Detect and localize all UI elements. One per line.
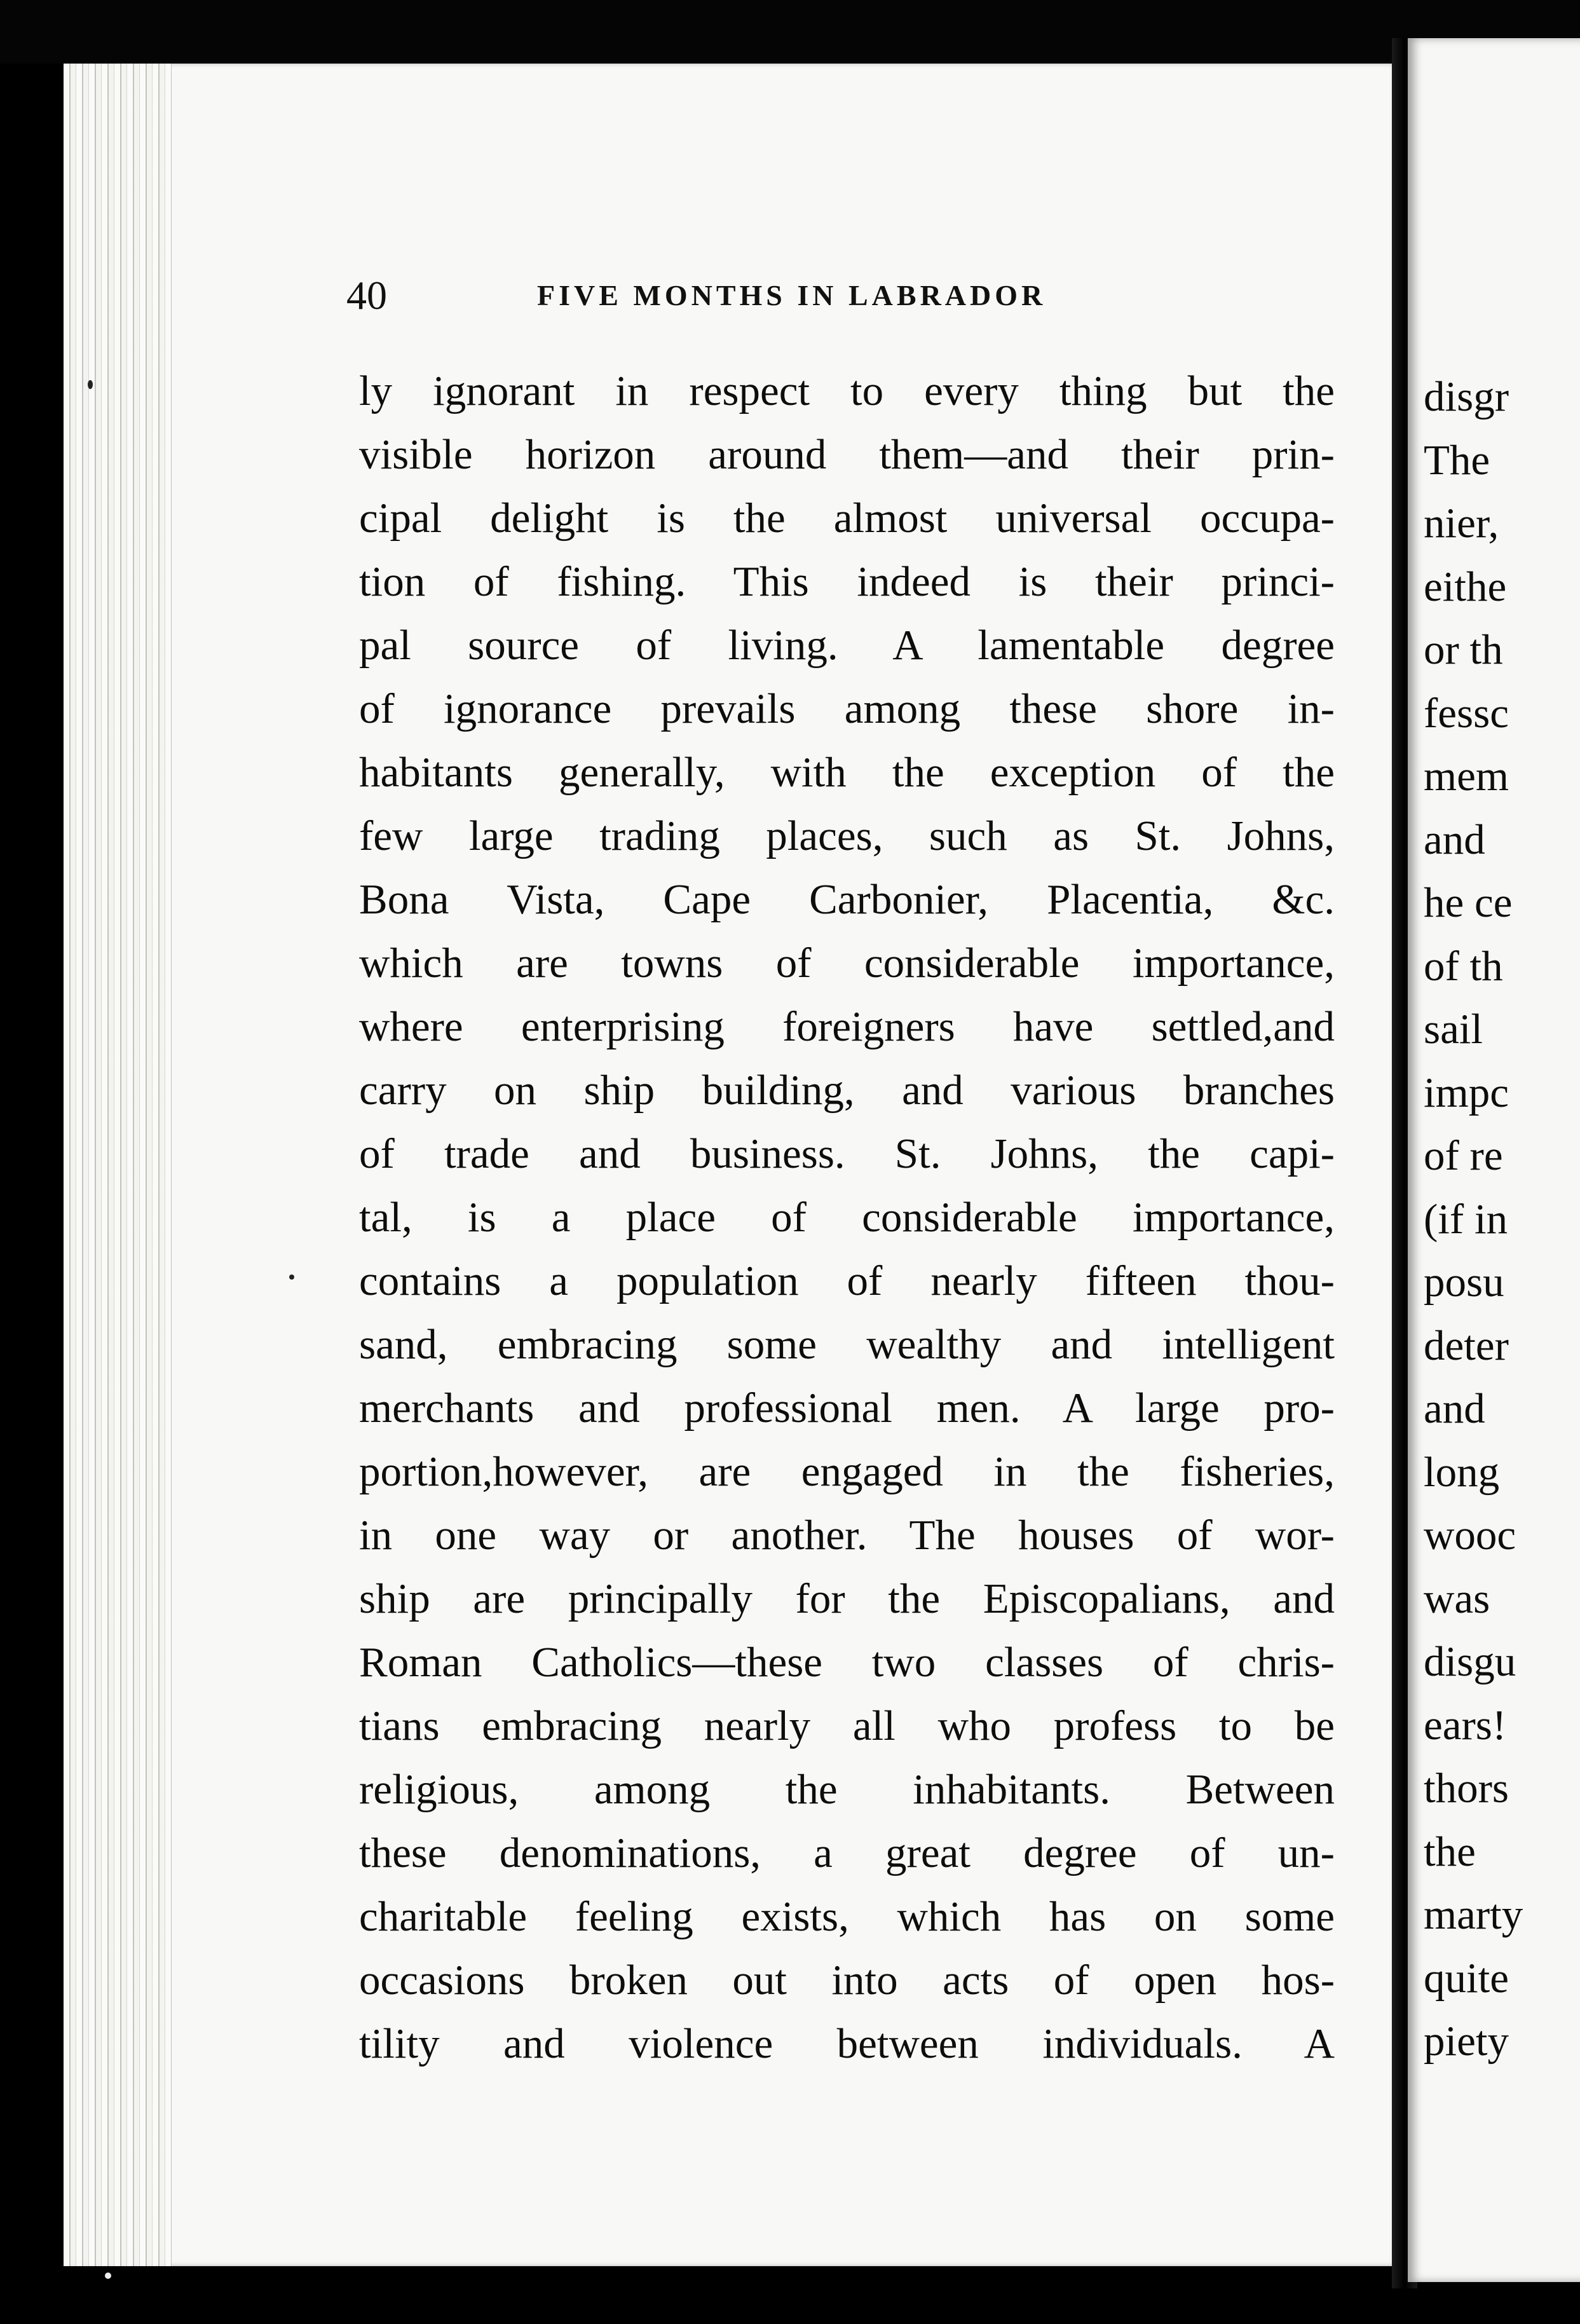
right-text-line: thors — [1424, 1765, 1509, 1812]
text-line: occasions broken out into acts of open hos- — [359, 1957, 1335, 2004]
text-line: contains a population of nearly fifteen thou- — [359, 1257, 1335, 1304]
running-title: FIVE MONTHS IN LABRADOR — [537, 279, 1047, 311]
text-line: ly ignorant in respect to every thing but the — [359, 367, 1335, 414]
right-text-line: posu — [1424, 1259, 1504, 1306]
right-text-line: sail — [1424, 1006, 1483, 1053]
text-line: Bona Vista, Cape Carbonier, Placentia, &c. — [359, 876, 1335, 923]
right-text-line: piety — [1424, 2018, 1509, 2065]
right-text-line: and — [1424, 1385, 1485, 1432]
text-line: of ignorance prevails among these shore in- — [359, 685, 1335, 732]
right-text-line: eithe — [1424, 563, 1507, 610]
right-text-line: fessc — [1424, 689, 1509, 737]
text-line: these denominations, a great degree of un- — [359, 1829, 1335, 1876]
text-line: where enterprising foreigners have settled,and — [359, 1003, 1335, 1050]
text-line: tal, is a place of considerable importance, — [359, 1194, 1335, 1241]
text-line: in one way or another. The houses of wor- — [359, 1512, 1335, 1559]
right-text-line: quite — [1424, 1954, 1509, 2002]
right-text-line: marty — [1424, 1891, 1523, 1938]
right-text-line: long — [1424, 1448, 1500, 1496]
right-text-line: disgu — [1424, 1638, 1516, 1685]
right-text-line: and — [1424, 816, 1485, 863]
right-text-line: ears! — [1424, 1701, 1507, 1749]
text-line: tility and violence between individuals. A — [359, 2020, 1335, 2067]
text-line: portion,however, are engaged in the fisheries, — [359, 1448, 1335, 1495]
text-line: merchants and professional men. A large pro- — [359, 1384, 1335, 1432]
right-text-line: impc — [1424, 1069, 1509, 1116]
right-text-line: nier, — [1424, 500, 1499, 547]
right-text-line: the — [1424, 1828, 1476, 1875]
right-text-line: deter — [1424, 1322, 1509, 1369]
right-text-line: (if in — [1424, 1195, 1508, 1243]
text-line: which are towns of considerable importance, — [359, 940, 1335, 987]
right-text-line: mem — [1424, 753, 1509, 800]
text-line: charitable feeling exists, which has on some — [359, 1893, 1335, 1940]
scanner-border — [0, 0, 1580, 64]
text-line: pal source of living. A lamentable degree — [359, 622, 1335, 669]
right-text-line: of th — [1424, 942, 1503, 990]
text-line: carry on ship building, and various branches — [359, 1067, 1335, 1114]
right-text-line: disgr — [1424, 373, 1509, 420]
text-line: visible horizon around them—and their prin- — [359, 431, 1335, 478]
scan-speck — [105, 2273, 111, 2279]
body-text — [359, 359, 1335, 2075]
text-line: cipal delight is the almost universal occupa- — [359, 495, 1335, 542]
text-line: tion of fishing. This indeed is their princi- — [359, 558, 1335, 605]
scan-speck — [88, 380, 93, 389]
text-line: Roman Catholics—these two classes of chris- — [359, 1639, 1335, 1686]
text-line: tians embracing nearly all who profess to be — [359, 1702, 1335, 1749]
text-line: few large trading places, such as St. Johns, — [359, 812, 1335, 859]
running-header — [346, 267, 1338, 324]
right-text-line: wooc — [1424, 1512, 1516, 1559]
page-edges — [64, 64, 172, 2266]
text-line: ship are principally for the Episcopalians, and — [359, 1575, 1335, 1622]
text-line: habitants generally, with the exception of the — [359, 749, 1335, 796]
right-text-line: was — [1424, 1575, 1490, 1622]
page-number: 40 — [346, 273, 387, 318]
right-page-text — [1424, 366, 1580, 2075]
text-line: of trade and business. St. Johns, the capi- — [359, 1130, 1335, 1177]
right-text-line: of re — [1424, 1132, 1503, 1179]
right-text-line: or th — [1424, 626, 1503, 673]
right-text-line: he ce — [1424, 879, 1513, 926]
text-line: religious, among the inhabitants. Between — [359, 1766, 1335, 1813]
scan-speck — [289, 1275, 294, 1280]
text-line: sand, embracing some wealthy and intelligent — [359, 1321, 1335, 1368]
right-text-line: The — [1424, 436, 1490, 484]
